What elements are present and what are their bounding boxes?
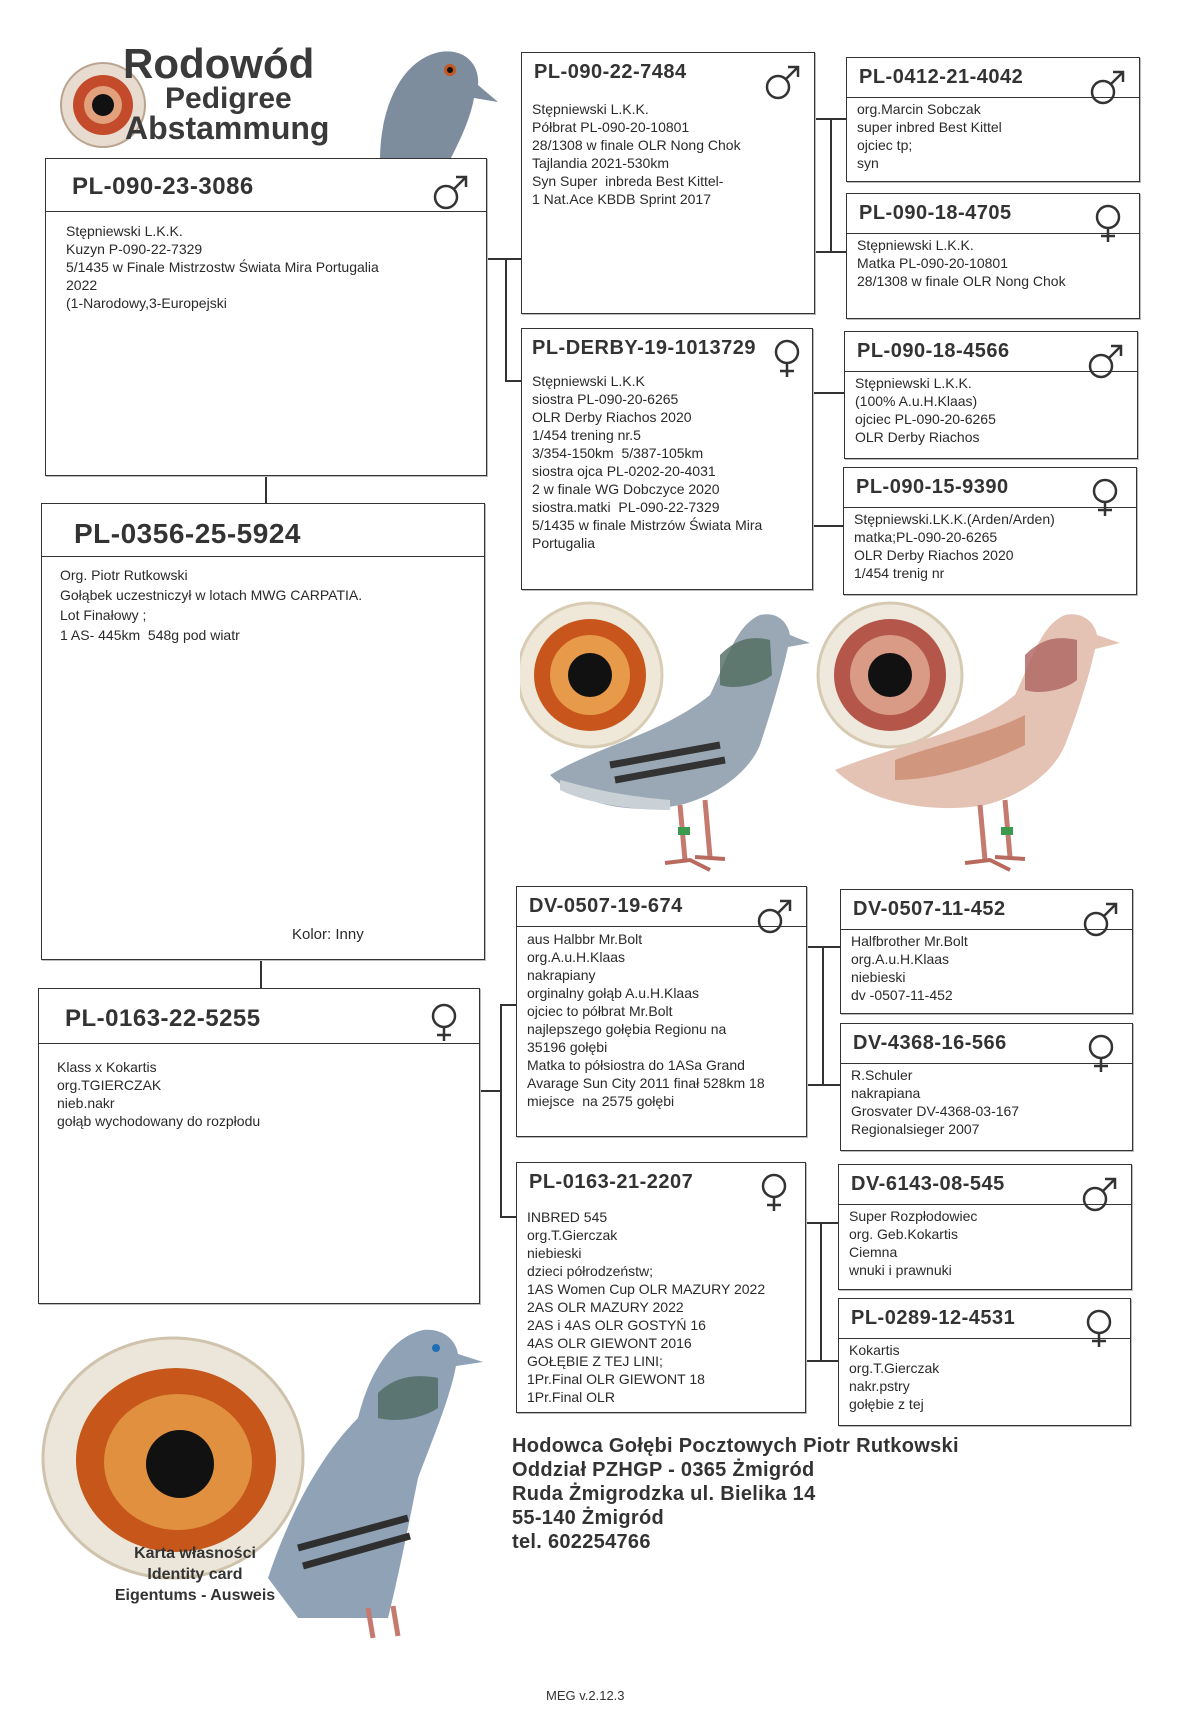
connector-mf-parents-v <box>822 946 824 1084</box>
line-7: 4AS OLR GIEWONT 2016 <box>527 1335 692 1351</box>
box-description <box>841 1064 1132 1138</box>
line-3: gołębie z tej <box>849 1396 924 1412</box>
ring-number: PL-090-18-4566 <box>857 340 1010 362</box>
line-6: 2 w finale WG Dobczyce 2020 <box>532 481 720 497</box>
line-1: Matka PL-090-20-10801 <box>857 255 1008 271</box>
line-0: Stępniewski.LK.K.(Arden/Arden) <box>854 511 1055 527</box>
line-6: 2AS i 4AS OLR GOSTYŃ 16 <box>527 1317 706 1333</box>
female-icon <box>1078 1307 1120 1349</box>
female-icon <box>753 1171 795 1213</box>
line-9: Portugalia <box>532 535 596 551</box>
pedigree-box-father-mother <box>521 328 813 590</box>
line-7: siostra.matki PL-090-22-7329 <box>532 499 720 515</box>
line-0: Stępniewski L.K.K. <box>532 101 649 117</box>
color-label: Kolor: Inny <box>292 926 364 943</box>
line-2: Ciemna <box>849 1244 898 1260</box>
line-1: nakrapiana <box>851 1085 921 1101</box>
line-1: matka;PL-090-20-6265 <box>854 529 998 545</box>
line-2: nakr.pstry <box>849 1378 910 1394</box>
line-0: Halfbrother Mr.Bolt <box>851 933 968 949</box>
pedigree-box-fmm <box>843 467 1137 595</box>
male-icon <box>430 171 472 213</box>
ring-number: PL-090-23-3086 <box>72 173 254 200</box>
line-6: 35196 gołębi <box>527 1039 608 1055</box>
line-9: 1Pr.Final OLR GIEWONT 18 <box>527 1371 705 1387</box>
connector-to-mf <box>500 1004 516 1006</box>
line-1: Kuzyn P-090-22-7329 <box>66 241 203 257</box>
line-5: 1 AS- 445km 548g pod wiatr <box>60 627 240 643</box>
id-card-pl: Karta własności <box>134 1545 256 1562</box>
line-1: super inbred Best Kittel <box>857 119 1002 135</box>
box-description <box>522 360 812 552</box>
pigeon-photo-red-female <box>815 595 1140 885</box>
line-2: Półbrat PL-090-20-10801 <box>532 119 690 135</box>
breeder-line-1: Hodowca Gołębi Pocztowych Piotr Rutkowski <box>512 1435 959 1457</box>
line-4: Tajlandia 2021-530km <box>532 155 669 171</box>
line-1: org.A.u.H.Klaas <box>851 951 950 967</box>
pedigree-box-fmf <box>844 331 1138 459</box>
line-2: 5/1435 w Finale Mistrzostw Świata Mira Portugalia <box>66 259 379 275</box>
line-0: org.Marcin Sobczak <box>857 101 981 117</box>
breeder-line-3: Ruda Żmigrodzka ul. Bielika 14 <box>512 1483 816 1505</box>
line-0: R.Schuler <box>851 1067 913 1083</box>
line-2: 28/1308 w finale OLR Nong Chok <box>857 273 1066 289</box>
line-3: 1/454 trening nr.5 <box>532 427 641 443</box>
pedigree-box-mff <box>840 889 1133 1014</box>
line-0: Stępniewski L.K.K. <box>66 223 183 239</box>
line-8: Avarage Sun City 2011 finał 528km 18 <box>527 1075 765 1091</box>
line-5: 2AS OLR MAZURY 2022 <box>527 1299 684 1315</box>
connector-father-parents-h <box>486 258 506 260</box>
box-description <box>46 212 486 312</box>
line-3: dzieci półrodzeństw; <box>527 1263 654 1279</box>
ring-number: PL-090-18-4705 <box>859 202 1012 224</box>
connector-mother-parents-h <box>481 1090 501 1092</box>
line-4: 3/354-150km 5/387-105km <box>532 445 704 461</box>
box-description <box>839 1205 1131 1279</box>
line-6: 1 Nat.Ace KBDB Sprint 2017 <box>532 191 711 207</box>
box-description <box>845 372 1137 446</box>
pedigree-box-main-bird <box>41 503 485 960</box>
logo-title-en: Pedigree <box>165 82 292 115</box>
line-5: najlepszego gołębia Regionu na <box>527 1021 727 1037</box>
line-0: Org. Piotr Rutkowski <box>60 567 188 583</box>
line-1: siostra PL-090-20-6265 <box>532 391 679 407</box>
ring-number: PL-0163-21-2207 <box>529 1171 694 1193</box>
pedigree-box-father <box>45 158 487 476</box>
line-0: Stępniewski L.K.K. <box>857 237 974 253</box>
ring-number: PL-090-22-7484 <box>534 61 687 83</box>
pedigree-box-mmm <box>838 1298 1131 1426</box>
line-0: Stępniewski L.K.K. <box>855 375 972 391</box>
line-3: 2022 <box>66 277 98 293</box>
logo-title-de: Abstammung <box>125 110 330 146</box>
line-0: INBRED 545 <box>527 1209 608 1225</box>
line-10: 1Pr.Final OLR <box>527 1389 615 1405</box>
pedigree-box-mother-father <box>516 886 807 1137</box>
line-4: ojciec to półbrat Mr.Bolt <box>527 1003 673 1019</box>
line-4: 1AS Women Cup OLR MAZURY 2022 <box>527 1281 766 1297</box>
connector-mm-to-mmm <box>804 1360 838 1362</box>
connector-mf-to-mfm <box>806 1084 840 1086</box>
female-icon <box>423 1001 465 1043</box>
ring-number: PL-0289-12-4531 <box>851 1307 1016 1329</box>
line-1: org.T.Gierczak <box>527 1227 618 1243</box>
line-3: 28/1308 w finale OLR Nong Chok <box>532 137 741 153</box>
connector-fm-to-fmm <box>812 525 844 527</box>
header-logo <box>40 40 500 160</box>
line-2: nieb.nakr <box>57 1095 115 1111</box>
breeder-address <box>512 1434 959 1554</box>
breeder-line-4: 55-140 Żmigród <box>512 1507 665 1529</box>
connector-ff-to-fff <box>814 118 846 120</box>
box-description <box>847 98 1139 172</box>
software-version: MEG v.2.12.3 <box>546 1688 625 1703</box>
line-3: 1/454 trenig nr <box>854 565 945 581</box>
female-icon <box>1087 202 1129 244</box>
ring-number: DV-4368-16-566 <box>853 1032 1007 1054</box>
identity-card-label <box>60 1543 330 1606</box>
line-1: org.T.Gierczak <box>849 1360 940 1376</box>
line-1: org. Geb.Kokartis <box>849 1226 958 1242</box>
line-2: ojciec tp; <box>857 137 913 153</box>
line-2: Grosvater DV-4368-03-167 <box>851 1103 1020 1119</box>
line-0: Kokartis <box>849 1342 900 1358</box>
line-3: dv -0507-11-452 <box>851 987 953 1003</box>
line-2: OLR Derby Riachos 2020 <box>854 547 1014 563</box>
line-3: gołąb wychodowany do rozpłodu <box>57 1113 261 1129</box>
logo-title-pl: Rodowód <box>123 40 315 87</box>
line-7: Matka to półsiostra do 1ASa Grand <box>527 1057 745 1073</box>
box-description <box>841 930 1132 1004</box>
line-5: siostra ojca PL-0202-20-4031 <box>532 463 716 479</box>
line-3: wnuki i prawnuki <box>849 1262 952 1278</box>
pedigree-box-fff <box>846 57 1140 182</box>
line-1: org.TGIERCZAK <box>57 1077 162 1093</box>
connector-to-ff <box>505 258 521 260</box>
box-description <box>42 557 484 645</box>
line-2: ojciec PL-090-20-6265 <box>855 411 996 427</box>
line-1: org.A.u.H.Klaas <box>527 949 626 965</box>
line-2: niebieski <box>527 1245 582 1261</box>
box-description <box>517 1194 805 1406</box>
id-card-en: Identity card <box>147 1566 243 1583</box>
connector-to-mm <box>500 1216 516 1218</box>
male-icon <box>1080 898 1122 940</box>
line-3: orginalny gołąb A.u.H.Klaas <box>527 985 699 1001</box>
female-icon <box>1084 476 1126 518</box>
ring-number: DV-0507-11-452 <box>853 898 1006 920</box>
connector-ff-parents-v <box>830 118 832 251</box>
connector-mm-parents-v <box>820 1222 822 1360</box>
female-icon <box>766 337 808 379</box>
ring-number: PL-090-15-9390 <box>856 476 1009 498</box>
male-icon <box>754 895 796 937</box>
pedigree-box-mother-mother <box>516 1162 806 1413</box>
ring-number: DV-6143-08-545 <box>851 1173 1005 1195</box>
id-card-de: Eigentums - Ausweis <box>114 1587 276 1604</box>
line-0: Klass x Kokartis <box>57 1059 157 1075</box>
connector-mother-parents-v <box>500 1004 502 1216</box>
main-ring-number: PL-0356-25-5924 <box>74 518 301 549</box>
connector-father-parents-v <box>505 258 507 380</box>
line-4: Lot Finałowy ; <box>60 607 147 623</box>
pedigree-box-mfm <box>840 1023 1133 1151</box>
ring-number: PL-0163-22-5255 <box>65 1005 261 1032</box>
line-3: syn <box>857 155 879 171</box>
line-4: (1-Narodowy,3-Europejski <box>66 295 227 311</box>
logo-pigeon-head-icon <box>370 40 500 160</box>
pedigree-box-ffm <box>846 193 1140 319</box>
line-8: GOŁĘBIE Z TEJ LINI; <box>527 1353 663 1369</box>
male-icon <box>1085 340 1127 382</box>
line-8: 5/1435 w finale Mistrzów Świata Mira <box>532 517 763 533</box>
breeder-line-2: Oddział PZHGP - 0365 Żmigród <box>512 1459 815 1481</box>
breeder-phone: tel. 602254766 <box>512 1531 651 1553</box>
box-description <box>517 927 806 1110</box>
connector-father-main <box>265 474 267 504</box>
line-2: Gołąbek uczestniczył w lotach MWG CARPATIA. <box>60 587 363 603</box>
line-2: nakrapiany <box>527 967 596 983</box>
box-description <box>839 1339 1130 1413</box>
connector-ff-to-ffm <box>814 251 846 253</box>
line-0: Super Rozpłodowiec <box>849 1208 978 1224</box>
male-icon <box>762 61 804 103</box>
box-description <box>39 1044 479 1130</box>
line-5: Syn Super inbreda Best Kittel- <box>532 173 724 189</box>
line-9: miejsce na 2575 gołębi <box>527 1093 675 1109</box>
ring-number: PL-DERBY-19-1013729 <box>532 337 757 359</box>
pigeon-photo-blue-male <box>520 595 830 885</box>
line-0: aus Halbbr Mr.Bolt <box>527 931 643 947</box>
male-icon <box>1087 66 1129 108</box>
pedigree-box-mmf <box>838 1164 1132 1290</box>
line-2: niebieski <box>851 969 906 985</box>
line-3: OLR Derby Riachos <box>855 429 980 445</box>
pedigree-box-mother <box>38 988 480 1304</box>
male-icon <box>1079 1173 1121 1215</box>
line-0: Stępniewski L.K.K <box>532 373 645 389</box>
connector-to-fm <box>505 380 521 382</box>
line-3: Regionalsieger 2007 <box>851 1121 980 1137</box>
female-icon <box>1080 1032 1122 1074</box>
ring-number: DV-0507-19-674 <box>529 895 683 917</box>
pedigree-box-father-father <box>521 52 815 314</box>
line-1: (100% A.u.H.Klaas) <box>855 393 978 409</box>
box-description <box>844 508 1136 582</box>
ring-number: PL-0412-21-4042 <box>859 66 1024 88</box>
line-2: OLR Derby Riachos 2020 <box>532 409 692 425</box>
connector-main-mother <box>260 958 262 990</box>
connector-fm-to-fmf <box>812 392 844 394</box>
